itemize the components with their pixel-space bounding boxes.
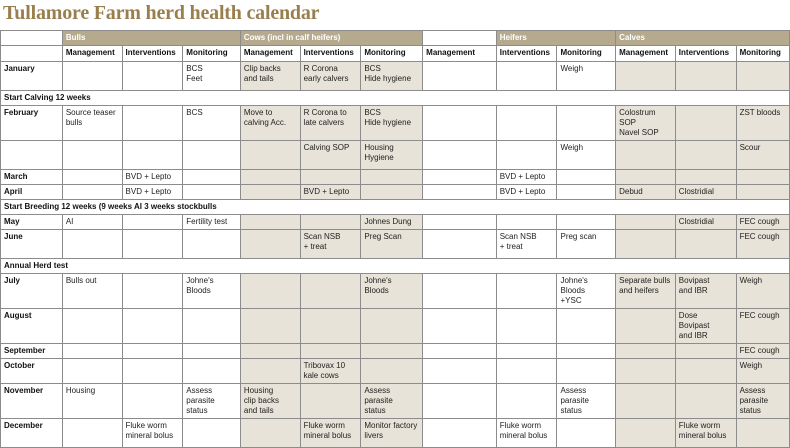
calendar-cell: [423, 309, 497, 344]
section-row: [1, 200, 790, 215]
month-label-october: October: [1, 359, 63, 384]
calendar-cell: [675, 359, 736, 384]
calendar-cell: Tribovax 10 kale cows: [300, 359, 361, 384]
calendar-cell: Fertility test: [183, 215, 241, 230]
calendar-cell: [423, 230, 497, 259]
calendar-cell: Housing Hygiene: [361, 141, 423, 170]
calendar-cell: Preg Scan: [361, 230, 423, 259]
calendar-cell: Johne's Bloods: [183, 274, 241, 309]
section-row: [1, 91, 790, 106]
group-header-heifers: Heifers: [496, 31, 615, 46]
month-label-november: November: [1, 384, 63, 419]
calendar-cell: Fluke worm mineral bolus: [122, 419, 183, 448]
calendar-cell: Scour: [736, 141, 789, 170]
calendar-cell: Fluke worm mineral bolus: [675, 419, 736, 448]
calendar-cell: Monitor factory livers: [361, 419, 423, 448]
calendar-cell: [361, 309, 423, 344]
month-label-july: July: [1, 274, 63, 309]
calendar-cell: [62, 344, 122, 359]
calendar-cell: Johne's Bloods: [361, 274, 423, 309]
calendar-cell: [240, 274, 300, 309]
calendar-cell: Preg scan: [557, 230, 616, 259]
calendar-cell: [423, 141, 497, 170]
calendar-cell: [616, 359, 676, 384]
calendar-cell: [300, 274, 361, 309]
calendar-cell: Bulls out: [62, 274, 122, 309]
calendar-cell: [122, 62, 183, 91]
calendar-cell: BCS Feet: [183, 62, 241, 91]
month-label-april: April: [1, 185, 63, 200]
calendar-cell: [122, 106, 183, 141]
calendar-cell: [423, 106, 497, 141]
calendar-cell: [240, 359, 300, 384]
subheader-bulls-interventions: Interventions: [122, 46, 183, 62]
calendar-cell: [423, 62, 497, 91]
calendar-cell: R Corona to late calvers: [300, 106, 361, 141]
calendar-cell: [62, 230, 122, 259]
calendar-cell: [122, 309, 183, 344]
calendar-cell: [62, 419, 122, 448]
calendar-cell: [616, 419, 676, 448]
section-label-calving: Start Calving 12 weeks: [1, 91, 790, 106]
calendar-cell: Dose Bovipast and IBR: [675, 309, 736, 344]
calendar-cell: BVD + Lepto: [496, 170, 557, 185]
calendar-cell: Separate bulls and heifers: [616, 274, 676, 309]
subheader-cows-monitoring: Monitoring: [361, 46, 423, 62]
calendar-cell: [300, 215, 361, 230]
calendar-cell: [240, 215, 300, 230]
calendar-cell: Johnes Dung: [361, 215, 423, 230]
calendar-cell: [122, 274, 183, 309]
month-label-blank: [1, 141, 63, 170]
table-row: [1, 344, 790, 359]
group-header-spacer: [423, 31, 497, 46]
calendar-cell: [496, 344, 557, 359]
calendar-cell: Fluke worm mineral bolus: [300, 419, 361, 448]
calendar-cell: [183, 170, 241, 185]
calendar-cell: BVD + Lepto: [300, 185, 361, 200]
month-label-march: March: [1, 170, 63, 185]
calendar-cell: Assess parasite status: [361, 384, 423, 419]
calendar-cell: [616, 62, 676, 91]
calendar-cell: [240, 230, 300, 259]
subheader-calves-management: Management: [616, 46, 676, 62]
calendar-cell: [183, 230, 241, 259]
calendar-cell: [361, 170, 423, 185]
calendar-cell: Assess parasite status: [183, 384, 241, 419]
calendar-cell: BCS: [183, 106, 241, 141]
calendar-cell: [675, 62, 736, 91]
calendar-cell: [675, 384, 736, 419]
subheader-heifers-monitoring: Monitoring: [557, 46, 616, 62]
calendar-cell: FEC cough: [736, 215, 789, 230]
calendar-cell: [736, 170, 789, 185]
calendar-cell: Housing clip backs and tails: [240, 384, 300, 419]
calendar-cell: [361, 359, 423, 384]
calendar-cell: BCS Hide hygiene: [361, 106, 423, 141]
calendar-cell: [240, 141, 300, 170]
calendar-cell: [122, 384, 183, 419]
calendar-cell: Weigh: [736, 359, 789, 384]
group-header-calves: Calves: [616, 31, 790, 46]
group-header-blank: [1, 31, 63, 46]
table-row: [1, 62, 790, 91]
calendar-cell: Source teaser bulls: [62, 106, 122, 141]
calendar-cell: [557, 419, 616, 448]
calendar-cell: [183, 185, 241, 200]
calendar-cell: [557, 344, 616, 359]
calendar-cell: [496, 141, 557, 170]
calendar-cell: [240, 419, 300, 448]
calendar-cell: [240, 344, 300, 359]
calendar-cell: Assess parasite status: [557, 384, 616, 419]
calendar-cell: [122, 359, 183, 384]
calendar-cell: [675, 141, 736, 170]
calendar-cell: [616, 215, 676, 230]
calendar-cell: Clostridial: [675, 215, 736, 230]
table-row: [1, 185, 790, 200]
calendar-cell: [240, 309, 300, 344]
calendar-cell: [300, 309, 361, 344]
month-label-september: September: [1, 344, 63, 359]
calendar-cell: [183, 359, 241, 384]
calendar-cell: [122, 141, 183, 170]
calendar-cell: [122, 344, 183, 359]
calendar-cell: [557, 106, 616, 141]
subheader-calves-monitoring: Monitoring: [736, 46, 789, 62]
calendar-cell: [183, 141, 241, 170]
calendar-cell: [361, 185, 423, 200]
table-row: [1, 106, 790, 141]
calendar-cell: [423, 170, 497, 185]
calendar-cell: ZST bloods: [736, 106, 789, 141]
calendar-cell: BVD + Lepto: [496, 185, 557, 200]
calendar-cell: [423, 185, 497, 200]
calendar-cell: [736, 62, 789, 91]
calendar-cell: Calving SOP: [300, 141, 361, 170]
table-row: [1, 215, 790, 230]
calendar-cell: [62, 141, 122, 170]
page-title: Tullamore Farm herd health calendar: [3, 2, 320, 24]
calendar-cell: [423, 274, 497, 309]
calendar-cell: [361, 344, 423, 359]
calendar-cell: [62, 309, 122, 344]
calendar-cell: [300, 384, 361, 419]
calendar-cell: [675, 230, 736, 259]
month-label-december: December: [1, 419, 63, 448]
calendar-cell: [675, 170, 736, 185]
calendar-cell: Bovipast and IBR: [675, 274, 736, 309]
calendar-cell: [736, 419, 789, 448]
calendar-cell: [496, 106, 557, 141]
calendar-cell: [423, 384, 497, 419]
calendar-cell: FEC cough: [736, 309, 789, 344]
calendar-cell: [423, 419, 497, 448]
calendar-cell: Weigh: [557, 62, 616, 91]
calendar-cell: [675, 106, 736, 141]
table-row: [1, 274, 790, 309]
herd-health-calendar-table: [0, 30, 790, 448]
table-row: [1, 419, 790, 448]
calendar-cell: [240, 170, 300, 185]
month-label-may: May: [1, 215, 63, 230]
section-label-herdtest: Annual Herd test: [1, 259, 790, 274]
calendar-cell: [557, 309, 616, 344]
calendar-cell: FEC cough: [736, 344, 789, 359]
calendar-cell: [616, 230, 676, 259]
calendar-cell: [616, 384, 676, 419]
calendar-cell: [62, 170, 122, 185]
calendar-cell: [616, 141, 676, 170]
subheader-heifers-interventions: Interventions: [496, 46, 557, 62]
calendar-cell: R Corona early calvers: [300, 62, 361, 91]
calendar-cell: Housing: [62, 384, 122, 419]
calendar-cell: [62, 62, 122, 91]
calendar-cell: [423, 215, 497, 230]
calendar-cell: Johne's Bloods +YSC: [557, 274, 616, 309]
calendar-cell: AI: [62, 215, 122, 230]
calendar-cell: [557, 359, 616, 384]
calendar-cell: Clip backs and tails: [240, 62, 300, 91]
calendar-cell: [122, 230, 183, 259]
calendar-cell: [300, 344, 361, 359]
calendar-cell: [496, 359, 557, 384]
subheader-cows-interventions: Interventions: [300, 46, 361, 62]
table-row: [1, 384, 790, 419]
calendar-cell: [183, 419, 241, 448]
month-label-january: January: [1, 62, 63, 91]
calendar-cell: BVD + Lepto: [122, 185, 183, 200]
table-row: [1, 309, 790, 344]
group-header-cows: Cows (incl in calf heifers): [240, 31, 422, 46]
subheader-bulls-management: Management: [62, 46, 122, 62]
calendar-cell: [183, 309, 241, 344]
month-label-june: June: [1, 230, 63, 259]
calendar-cell: [557, 170, 616, 185]
calendar-cell: [183, 344, 241, 359]
calendar-cell: [300, 170, 361, 185]
calendar-cell: [616, 170, 676, 185]
calendar-cell: Assess parasite status: [736, 384, 789, 419]
calendar-cell: [616, 309, 676, 344]
calendar-cell: [496, 309, 557, 344]
table-row: [1, 170, 790, 185]
calendar-cell: FEC cough: [736, 230, 789, 259]
subheader-calves-interventions: Interventions: [675, 46, 736, 62]
section-label-breeding: Start Breeding 12 weeks (9 weeks AI 3 weeks stockbulls: [1, 200, 790, 215]
calendar-cell: BCS Hide hygiene: [361, 62, 423, 91]
calendar-cell: [496, 215, 557, 230]
calendar-cell: [616, 344, 676, 359]
calendar-cell: [496, 62, 557, 91]
calendar-cell: [496, 274, 557, 309]
subheader-bulls-monitoring: Monitoring: [183, 46, 241, 62]
calendar-cell: [557, 185, 616, 200]
calendar-cell: [62, 185, 122, 200]
month-label-august: August: [1, 309, 63, 344]
calendar-cell: Move to calving Acc.: [240, 106, 300, 141]
group-header-bulls: Bulls: [62, 31, 240, 46]
section-row: [1, 259, 790, 274]
calendar-cell: [675, 344, 736, 359]
table-row: [1, 230, 790, 259]
calendar-cell: Colostrum SOP Navel SOP: [616, 106, 676, 141]
subheader-cows-management: Management: [240, 46, 300, 62]
calendar-cell: [496, 384, 557, 419]
calendar-cell: [423, 359, 497, 384]
calendar-cell: BVD + Lepto: [122, 170, 183, 185]
calendar-cell: [423, 344, 497, 359]
month-label-february: February: [1, 106, 63, 141]
calendar-cell: Weigh: [736, 274, 789, 309]
calendar-cell: [240, 185, 300, 200]
calendar-cell: Scan NSB + treat: [300, 230, 361, 259]
calendar-cell: [736, 185, 789, 200]
calendar-cell: [62, 359, 122, 384]
calendar-cell: Fluke worm mineral bolus: [496, 419, 557, 448]
table-row: [1, 141, 790, 170]
subheader-blank: [1, 46, 63, 62]
calendar-cell: [557, 215, 616, 230]
calendar-cell: Clostridial: [675, 185, 736, 200]
subheader-heifers-management: Management: [423, 46, 497, 62]
calendar-cell: [122, 215, 183, 230]
table-row: [1, 359, 790, 384]
calendar-body: [1, 62, 790, 448]
calendar-cell: Weigh: [557, 141, 616, 170]
calendar-cell: Scan NSB + treat: [496, 230, 557, 259]
calendar-cell: Debud: [616, 185, 676, 200]
